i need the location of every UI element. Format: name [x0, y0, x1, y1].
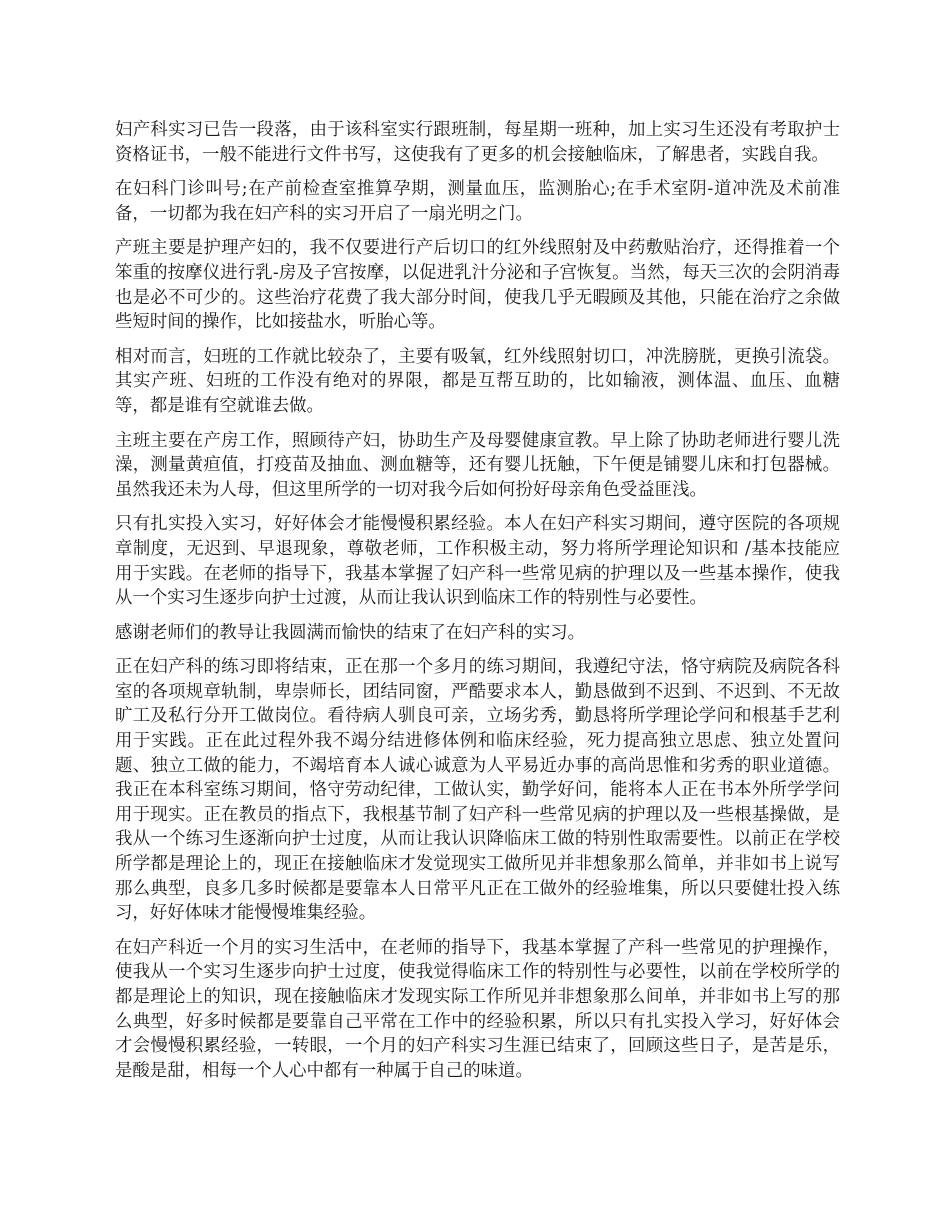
paragraph-6: 只有扎实投入实习，好好体会才能慢慢积累经验。本人在妇产科实习期间，遵守医院的各项规章制度，无迟到、早退现象，尊敬老师，工作积极主动，努力将所学理论知识和 /基本技能应用于实践。在老师的指导下，我基本掌握了妇产科一些常见病的护理以及一些基本操作，使我从一个实习生逐步向护士过渡，从而让我认识到临床工作的特别性与必要性。 [115, 514, 840, 609]
document-body [115, 118, 840, 1093]
paragraph-8: 正在妇产科的练习即将结束，正在那一个多月的练习期间，我遵纪守法，恪守病院及病院各科室的各项规章轨制，卑崇师长，团结同窗，严酷要求本人，勤恳做到不迟到、不迟到、不无故旷工及私行分开工做岗位。看待病人驯良可亲，立场劣秀，勤恳将所学理论学问和根基手艺利用于实践。正在此过程外我不竭分结进修体例和临床经验，死力提高独立思虑、独立处置问题、独立工做的能力，不竭培育本人诚心诚意为人平易近办事的高尚思惟和劣秀的职业道德。我正在本科室练习期间，恪守劳动纪律，工做认实，勤学好问，能将本人正在书本外所学学问用于现实。正在教员的指点下，我根基节制了妇产科一些常见病的护理以及一些根基操做，是我从一个练习生逐渐向护士过度，从而让我认识降临床工做的特别性取需要性。以前正在学校所学都是理论上的，现正在接触临床才发觉现实工做所见并非想象那么简单，并非如书上说写那么典型，良多几多时候都是要靠本人日常平凡正在工做外的经验堆集，所以只要健壮投入练习，好好体味才能慢慢堆集经验。 [115, 657, 840, 924]
paragraph-1: 妇产科实习已告一段落，由于该科室实行跟班制，每星期一班种，加上实习生还没有考取护士资格证书，一般不能进行文件书写，这使我有了更多的机会接触临床，了解患者，实践自我。 [115, 120, 840, 165]
paragraph-4: 相对而言，妇班的工作就比较杂了，主要有吸氧，红外线照射切口，冲洗膀胱，更换引流袋。其实产班、妇班的工作没有绝对的界限，都是互帮互助的，比如输液，测体温、血压、血糖等，都是谁有空就谁去做。 [115, 346, 840, 416]
paragraph-5: 主班主要在产房工作，照顾待产妇，协助生产及母婴健康宣教。早上除了协助老师进行婴儿洗澡，测量黄疸值，打疫苗及抽血、测血糖等，还有婴儿抚触，下午便是铺婴儿床和打包器械。虽然我还未为人母，但这里所学的一切对我今后如何扮好母亲角色受益匪浅。 [115, 430, 840, 500]
paragraph-9: 在妇产科近一个月的实习生活中，在老师的指导下，我基本掌握了产科一些常见的护理操作，使我从一个实习生逐步向护士过度，使我觉得临床工作的特别性与必要性，以前在学校所学的都是理论上的知识，现在接触临床才发现实际工作所见并非想象那么间单，并非如书上写的那么典型，好多时候都是要靠自己平常在工作中的经验积累，所以只有扎实投入学习，好好体会才会慢慢积累经验，一转眼，一个月的妇产科实习生涯已结束了，回顾这些日子，是苦是乐，是酸是甜，相每一个人心中都有一种属于自己的味道。 [115, 937, 840, 1081]
paragraph-3: 产班主要是护理产妇的，我不仅要进行产后切口的红外线照射及中药敷贴治疗，还得推着一个笨重的按摩仪进行乳-房及子宫按摩，以促进乳汁分泌和子宫恢复。当然，每天三次的会阴消毒也是必不可少的。这些治疗花费了我大部分时间，使我几乎无暇顾及其他，只能在治疗之余做些短时间的操作，比如接盐水，听胎心等。 [115, 238, 840, 333]
paragraph-2: 在妇科门诊叫号;在产前检查室推算孕期，测量血压，监测胎心;在手术室阴-道冲洗及术前准备，一切都为我在妇产科的实习开启了一扇光明之门。 [115, 179, 840, 224]
paragraph-7: 感谢老师们的教导让我圆满而愉快的结束了在妇产科的实习。 [115, 622, 586, 643]
